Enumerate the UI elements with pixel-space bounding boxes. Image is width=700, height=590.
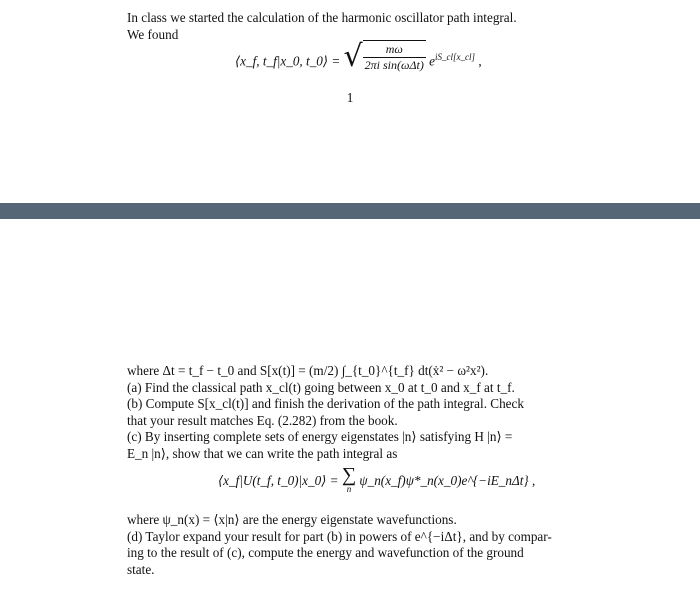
- where-delta-line: where Δt = t_f − t_0 and S[x(t)] = (m/2) ∫_{t_0}^{t_f} dt(ẋ² − ω²x²).: [127, 363, 489, 378]
- equation-path-integral: [235, 40, 482, 80]
- summation-symbol: ∑: [341, 464, 357, 486]
- problem-body: [127, 363, 571, 463]
- summation: [341, 464, 357, 496]
- equation2-trailing: ,: [531, 473, 536, 489]
- equation1-lhs: ⟨x_f, t_f|x_0, t_0⟩ =: [235, 53, 341, 69]
- intro-line-2: We found: [127, 26, 179, 42]
- summation-index: n: [346, 484, 352, 494]
- equation1-fraction: [363, 42, 426, 73]
- page-divider: [0, 203, 700, 219]
- part-d-line-1: (d) Taylor expand your result for part (b) in powers of e^{−iΔt}, and by compar-: [127, 528, 552, 544]
- part-b-line-1: (b) Compute S[x_cl(t)] and finish the derivation of the path integral. Check: [127, 396, 524, 412]
- part-b-line-2: that your result matches Eq. (2.282) from the book.: [127, 412, 398, 428]
- equation2-rhs: ψ_n(x_f)ψ*_n(x_0)e^{−iE_nΔt}: [359, 473, 529, 489]
- part-c-line-1: (c) By inserting complete sets of energy eigenstates |n⟩ satisfying H |n⟩ =: [127, 429, 513, 445]
- intro-line-1: In class we started the calculation of the harmonic oscillator path integral.: [127, 10, 517, 25]
- part-d-line-2: ing to the result of (c), compute the energy and wavefunction of the ground: [127, 545, 524, 561]
- page-number: 1: [346, 90, 354, 105]
- equation1-trailing: ,: [478, 53, 482, 69]
- equation1-numerator: mω: [363, 42, 426, 58]
- where-psi-line: where ψ_n(x) = ⟨x|n⟩ are the energy eigenstate wavefunctions.: [127, 512, 457, 527]
- part-a-line: (a) Find the classical path x_cl(t) going between x_0 at t_0 and x_f at t_f.: [127, 379, 515, 395]
- radicand: [363, 40, 426, 73]
- part-c-line-2: E_n |n⟩, show that we can write the path integral as: [127, 445, 398, 461]
- equation1-denominator: 2πi sin(ωΔt): [364, 58, 424, 72]
- square-root: [344, 40, 426, 73]
- radical-sign: √: [343, 38, 363, 74]
- exponential-base: e: [429, 53, 436, 69]
- equation1-exponent: iS_cl[x_cl]: [435, 52, 476, 63]
- part-d-line-3: state.: [127, 561, 155, 577]
- equation2-lhs: ⟨x_f|U(t_f, t_0)|x_0⟩ =: [218, 473, 339, 489]
- problem-footer: [127, 512, 571, 578]
- equation-spectral-sum: [218, 464, 536, 496]
